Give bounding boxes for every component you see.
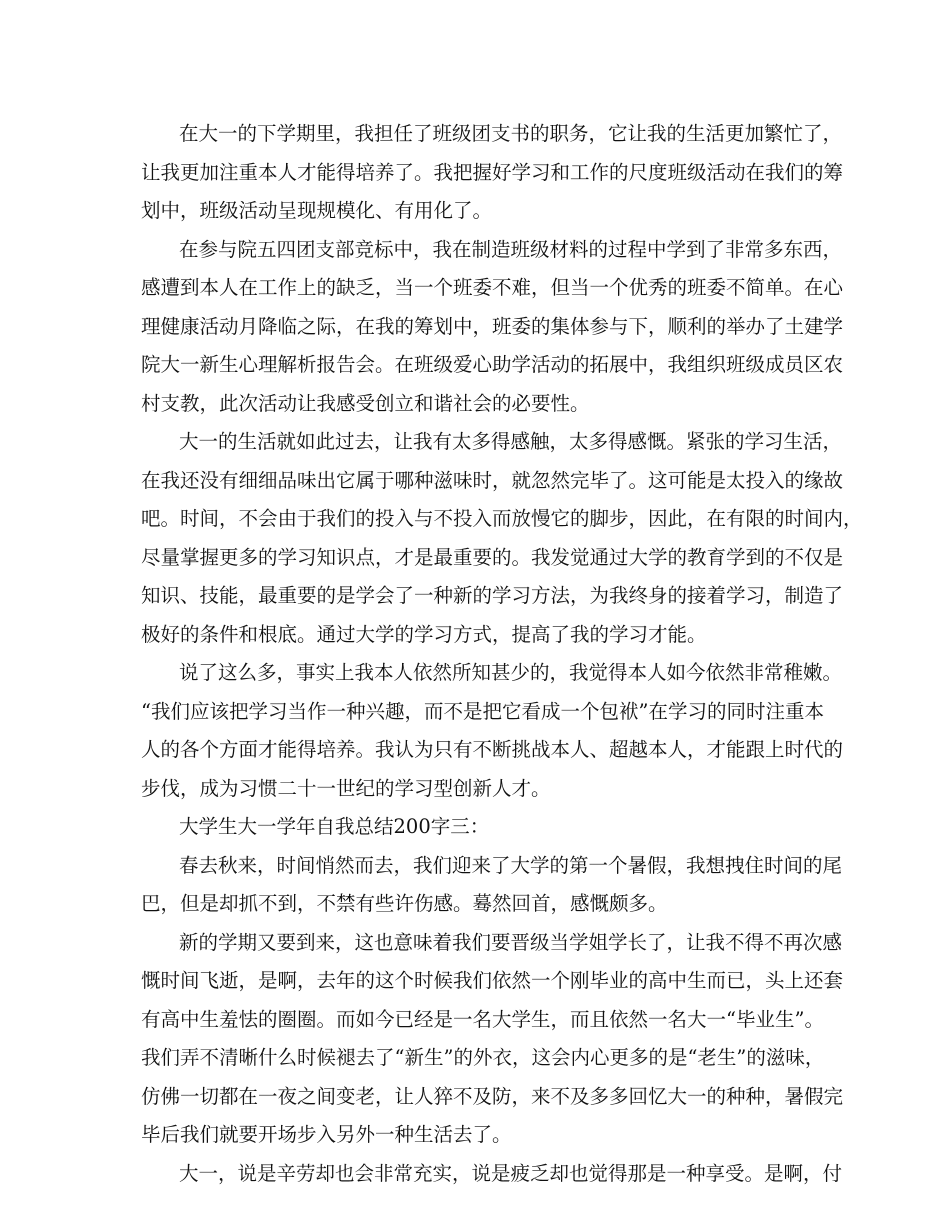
text-line: 有高中生羞怯的圈圈。而如今已经是一名大学生，而且依然一名大一“毕业生”。 (141, 1007, 824, 1031)
text-line: “我们应该把学习当作一种兴趣，而不是把它看成一个包袱”在学习的同时注重本 (141, 699, 824, 723)
paragraph (141, 654, 844, 808)
paragraph (141, 115, 844, 231)
text-line: 在参与院五四团支部竞标中，我在制造班级材料的过程中学到了非常多东西， (179, 237, 843, 261)
text-line: 划中，班级活动呈现规模化、有用化了。 (141, 199, 493, 222)
paragraph (141, 808, 821, 847)
text-line: 巴，但是却抓不到，不禁有些许伤感。蓦然回首，感慨颇多。 (141, 892, 668, 915)
text-line: 我们弄不清晰什么时候褪去了“新生”的外衣，这会内心更多的是“老生”的滋味， (141, 1046, 825, 1069)
text-line: 春去秋来，时间悄然而去，我们迎来了大学的第一个暑假，我想拽住时间的尾 (179, 853, 843, 877)
text-line: 仿佛一切都在一夜之间变老，让人猝不及防，来不及多多回忆大一的种种，暑假完 (141, 1084, 844, 1108)
text-line: 尽量掌握更多的学习知识点，才是最重要的。我发觉通过大学的教育学到的不仅是 (141, 545, 844, 569)
text-line: 吧。时间，不会由于我们的投入与不投入而放慢它的脚步，因此，在有限的时间内， (141, 507, 863, 530)
text-line: 新的学期又要到来，这也意味着我们要晋级当学姐学长了，让我不得不再次感 (179, 930, 843, 954)
text-line: 极好的条件和根底。通过大学的学习方式，提高了我的学习才能。 (141, 622, 707, 646)
paragraph (141, 1155, 843, 1194)
text-line: 知识、技能，最重要的是学会了一种新的学习方法，为我终身的接着学习，制造了 (141, 584, 844, 607)
paragraph (141, 231, 844, 424)
text-line: 大一，说是辛劳却也会非常充实，说是疲乏却也觉得那是一种享受。是啊，付 (179, 1161, 843, 1185)
text-line: 步伐，成为习惯二十一世纪的学习型创新人才。 (141, 776, 551, 800)
text-line: 大学生大一学年自我总结200字三： (179, 815, 490, 838)
text-line: 慨时间飞逝，是啊，去年的这个时候我们依然一个刚毕业的高中生而已，头上还套 (141, 969, 844, 992)
paragraph (141, 847, 843, 924)
text-line: 说了这么多，事实上我本人依然所知甚少的，我觉得本人如今依然非常稚嫩。 (179, 661, 843, 684)
paragraph (141, 423, 863, 654)
paragraph (141, 924, 844, 1155)
text-line: 在大一的下学期里，我担任了班级团支书的职务，它让我的生活更加繁忙了， (179, 122, 843, 145)
text-line: 在我还没有细细品味出它属于哪种滋味时，就忽然完毕了。这可能是太投入的缘故 (141, 468, 844, 492)
text-line: 毕后我们就要开场步入另外一种生活去了。 (141, 1123, 512, 1146)
text-line: 让我更加注重本人才能得培养了。我把握好学习和工作的尺度班级活动在我们的筹 (141, 160, 844, 184)
text-line: 大一的生活就如此过去，让我有太多得感触，太多得感慨。紧张的学习生活， (179, 430, 843, 453)
text-line: 人的各个方面才能得培养。我认为只有不断挑战本人、超越本人，才能跟上时代的 (141, 738, 844, 761)
text-line: 感遭到本人在工作上的缺乏，当一个班委不难，但当一个优秀的班委不简单。在心 (141, 276, 844, 299)
text-line: 院大一新生心理解析报告会。在班级爱心助学活动的拓展中，我组织班级成员区农 (141, 353, 844, 376)
text-line: 村支教，此次活动让我感受创立和谐社会的必要性。 (141, 391, 590, 415)
text-line: 理健康活动月降临之际，在我的筹划中，班委的集体参与下，顺利的举办了土建学 (141, 314, 844, 338)
document-body (141, 115, 863, 1193)
